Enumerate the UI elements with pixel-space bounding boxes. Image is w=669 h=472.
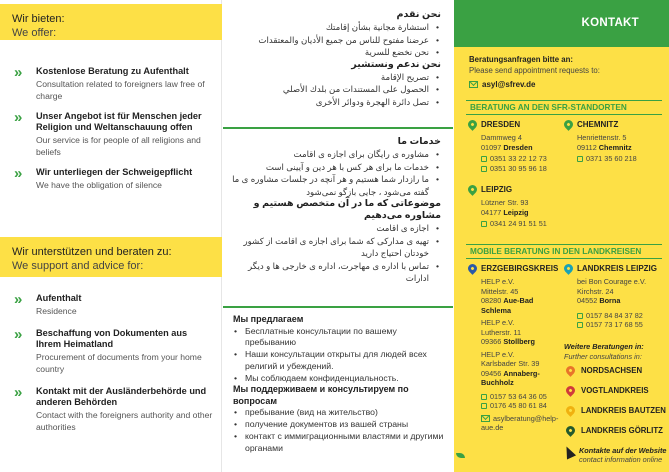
section-divider: [223, 127, 453, 129]
item-en: Our service is for people of all religions and beliefs: [36, 135, 201, 157]
region-name: LANDKREIS BAUTZEN: [581, 406, 666, 415]
list-item: [14, 66, 214, 102]
item-de: Kostenlose Beratung zu Aufenthalt: [36, 66, 189, 76]
location-dresden: [468, 119, 563, 173]
contact-email[interactable]: [469, 80, 535, 89]
address-city: Stollberg: [503, 337, 535, 346]
map-pin-icon: [564, 384, 577, 397]
list-item: • مشاوره ی رایگان برای اجازه ی اقامت: [223, 148, 441, 161]
address-zip: 01097: [481, 142, 502, 152]
item-en: Residence: [36, 306, 77, 316]
further-en: Further consultations in:: [564, 351, 642, 361]
address-city: Dresden: [503, 142, 533, 152]
location-address: [564, 277, 664, 306]
address-street: Dammweg 4: [481, 133, 522, 142]
region-goerlitz: [566, 426, 663, 435]
item-en: Contact with the foreigners authority and other authorities: [36, 410, 213, 432]
offer-list: [14, 66, 214, 200]
phone-icon: [577, 156, 583, 162]
list-item: [14, 111, 214, 158]
office-org: HELP e.V.: [481, 277, 515, 286]
panel-german-english: [0, 0, 222, 472]
request-text: [469, 55, 600, 76]
list-item: • خدمات ما برای هر کس با هر دین و آیینی است: [223, 161, 441, 174]
support-title-en: We support and advice for:: [12, 260, 144, 272]
office-org: HELP e.V.: [481, 349, 515, 359]
list-item: • الحصول على المستندات من بلدك الأصلي: [223, 83, 441, 96]
address-city: Annaberg-Buchholz: [481, 368, 540, 387]
address-city: Leipzig: [503, 207, 529, 217]
office-org: HELP e.V.: [481, 318, 515, 327]
map-pin-icon: [564, 364, 577, 377]
location-phones: [468, 154, 563, 173]
russian-section: [233, 314, 445, 455]
farsi-heading-services: خدمات ما: [397, 136, 441, 147]
location-phones: [564, 311, 664, 330]
leaf-decoration-icon: [456, 453, 465, 458]
list-item: [14, 293, 214, 317]
envelope-icon: [481, 415, 490, 422]
arabic-support-list: [223, 71, 441, 109]
list-item: • اجازه ی اقامت: [223, 222, 441, 235]
list-item: • نحن نخضع للسرية: [223, 46, 441, 59]
office-address: [468, 350, 560, 388]
envelope-icon: [469, 81, 478, 88]
phone-icon: [577, 313, 583, 319]
region-bautzen: [566, 406, 666, 415]
location-phones: [468, 219, 563, 229]
location-address: [564, 133, 659, 152]
list-item: • تصل دائرة الهجرة ودوائر الأخرى: [223, 96, 441, 109]
chevron-right-icon: »: [14, 326, 20, 343]
location-name: CHEMNITZ: [577, 120, 619, 129]
item-de: Aufenthalt: [36, 293, 82, 303]
list-item: [14, 386, 214, 433]
list-item: • تصريح الإقامة: [223, 71, 441, 84]
support-title-de: Wir unterstützen und beraten zu:: [12, 246, 172, 258]
section-heading-standorte: BERATUNG AN DEN SFR-STANDORTEN: [466, 100, 662, 115]
address-zip: 09366: [481, 337, 502, 346]
offer-title-en: We offer:: [12, 27, 57, 39]
list-item: • استشارة مجانية بشأن إقامتك: [223, 21, 441, 34]
item-de: Kontakt mit der Ausländerbehörde und anderen Behörden: [36, 386, 207, 407]
location-address: [468, 133, 563, 152]
location-phones: [468, 392, 560, 411]
russian-heading-support: Мы поддерживаем и консультируем по вопросам: [233, 384, 409, 406]
panel-contact: [454, 0, 669, 472]
item-en: Consultation related to foreigners law free of charge: [36, 79, 205, 101]
location-chemnitz: [564, 119, 659, 164]
phone-number[interactable]: 0351 30 95 96 18: [490, 163, 547, 173]
phone-number[interactable]: 0341 24 91 51 51: [490, 219, 547, 228]
map-pin-icon: [564, 404, 577, 417]
phone-icon: [481, 156, 487, 162]
location-name: LANDKREIS LEIPZIG: [577, 264, 658, 273]
location-landkreis-leipzig: [564, 263, 664, 330]
email-link[interactable]: asylberatung@help-aue.de: [481, 413, 559, 432]
chevron-right-icon: »: [14, 384, 20, 401]
list-item: • تماس با اداره ی مهاجرت، اداره ی خارجی ها و دیگر ادارات: [223, 260, 441, 285]
location-email: [468, 414, 560, 433]
website-de: Kontakte auf der Website: [579, 446, 667, 455]
contact-title: KONTAKT: [581, 17, 639, 29]
phone-icon: [481, 221, 487, 227]
arabic-offer-list: [223, 21, 441, 59]
phone-number[interactable]: 0371 35 60 218: [586, 154, 637, 163]
further-consultations: [564, 342, 644, 361]
chevron-right-icon: »: [14, 291, 20, 308]
email-link[interactable]: asyl@sfrev.de: [482, 80, 536, 89]
address-street: Lutherstr. 11: [481, 327, 522, 337]
russian-heading-offer: Мы предлагаем: [233, 314, 304, 324]
address-street: Henriettenstr. 5: [577, 133, 627, 142]
phone-number[interactable]: 0351 33 22 12 73: [490, 154, 547, 163]
location-name: LEIPZIG: [481, 185, 513, 194]
chevron-right-icon: »: [14, 109, 20, 126]
farsi-heading-topics: موضوعاتی که ما در آن متخصص هستیم و مشاوره می‌دهیم: [253, 198, 441, 221]
address-zip: 09456: [481, 368, 502, 378]
list-item: • Мы соблюдаем конфиденциальность.: [233, 373, 445, 385]
region-name: LANDKREIS GÖRLITZ: [581, 426, 663, 435]
office-address: [468, 277, 560, 315]
phone-icon: [481, 394, 487, 400]
region-name: VOGTLANDKREIS: [581, 386, 649, 395]
office-org: bei Bon Courage e.V.: [577, 277, 647, 286]
phone-number[interactable]: 0157 73 17 68 55: [586, 320, 643, 329]
arabic-heading-offer: نحن نقدم: [396, 9, 441, 20]
request-en: Please send appointment requests to:: [469, 65, 600, 75]
support-box: [0, 237, 222, 277]
offer-title-de: Wir bieten:: [12, 13, 65, 25]
section-heading-mobil: MOBILE BERATUNG IN DEN LANDKREISEN: [466, 244, 662, 259]
location-name: ERZGEBIRGSKREIS: [481, 264, 559, 273]
address-zip: 04552: [577, 296, 598, 305]
website-en: contact information online: [579, 455, 663, 464]
address-street: Lützner Str. 93: [481, 198, 529, 207]
phone-icon: [481, 166, 487, 172]
list-item: • Наши консультации открыты для людей всех религий и убеждений.: [233, 349, 445, 373]
address-street: Karlsbader Str. 39: [481, 359, 540, 368]
address-zip: 09112: [577, 142, 597, 152]
region-nordsachsen: [566, 366, 642, 375]
offer-box: [0, 4, 222, 40]
list-item: • пребывание (вид на жительство): [233, 407, 445, 419]
arabic-heading-support: نحن ندعم ونستشير: [351, 58, 441, 70]
address-street: Kirchstr. 24: [577, 286, 614, 296]
region-name: NORDSACHSEN: [581, 366, 643, 375]
list-item: • Бесплатные консультации по вашему пребыванию: [233, 326, 445, 350]
section-divider: [223, 306, 453, 308]
chevron-right-icon: »: [14, 64, 20, 81]
farsi-services-list: [223, 148, 441, 198]
phone-number[interactable]: 0157 53 64 36 05: [490, 391, 547, 401]
chevron-right-icon: »: [14, 165, 20, 182]
address-street: Mittelstr. 45: [481, 286, 519, 296]
website-contact-link[interactable]: [562, 446, 666, 464]
contact-header: [454, 0, 669, 47]
phone-number[interactable]: 0157 84 84 37 82: [586, 310, 643, 320]
list-item: [14, 328, 214, 375]
list-item: • تهیه ی مدارکی که شما برای اجازه ی اقامت از کشور خودتان احتیاج دارید: [223, 235, 441, 260]
support-list: [14, 293, 214, 442]
phone-number[interactable]: 0176 45 80 61 84: [490, 401, 547, 410]
list-item: • عرضنا مفتوح للناس من جميع الأديان والمعتقدات: [223, 34, 441, 47]
location-leipzig: [468, 184, 563, 229]
farsi-topics-list: [223, 222, 441, 285]
item-de: Unser Angebot ist für Menschen jeder Religion und Weltanschauung offen: [36, 111, 202, 132]
location-phones: [564, 154, 659, 164]
office-address: [468, 318, 560, 347]
address-city: Borna: [599, 296, 621, 305]
phone-icon: [481, 403, 487, 409]
address-city: Chemnitz: [598, 142, 632, 152]
russian-offer-list: [233, 326, 445, 385]
address-zip: 04177: [481, 207, 502, 217]
phone-icon: [577, 322, 583, 328]
address-city: Aue-Bad Schlema: [481, 296, 534, 315]
item-en: Procurement of documents from your home country: [36, 352, 202, 374]
map-pin-icon: [564, 424, 577, 437]
region-vogtlandkreis: [566, 386, 649, 395]
list-item: • ما رازدار شما هستیم و هر آنچه در جلسات مشاوره ی ما گفته می‌شود ، جایی بازگو نمی‌شود: [223, 173, 441, 198]
list-item: • контакт с иммиграционными властями и другими органами: [233, 431, 445, 455]
request-de: Beratungsanfragen bitte an:: [469, 55, 573, 64]
cursor-icon: [562, 446, 574, 460]
list-item: [14, 167, 214, 191]
item-en: We have the obligation of silence: [36, 180, 162, 190]
russian-support-list: [233, 407, 445, 454]
farsi-section: [223, 136, 453, 285]
location-erzgebirgskreis: [468, 263, 560, 433]
item-de: Beschaffung von Dokumenten aus Ihrem Heimatland: [36, 328, 188, 349]
list-item: • получение документов из вашей страны: [233, 419, 445, 431]
location-name: DRESDEN: [481, 120, 521, 129]
location-address: [468, 198, 563, 217]
arabic-section: [223, 9, 453, 108]
panel-translations: [223, 0, 453, 472]
address-zip: 08280: [481, 296, 502, 305]
item-de: Wir unterliegen der Schweigepflicht: [36, 167, 193, 177]
further-de: Weitere Beratungen in:: [564, 342, 644, 351]
